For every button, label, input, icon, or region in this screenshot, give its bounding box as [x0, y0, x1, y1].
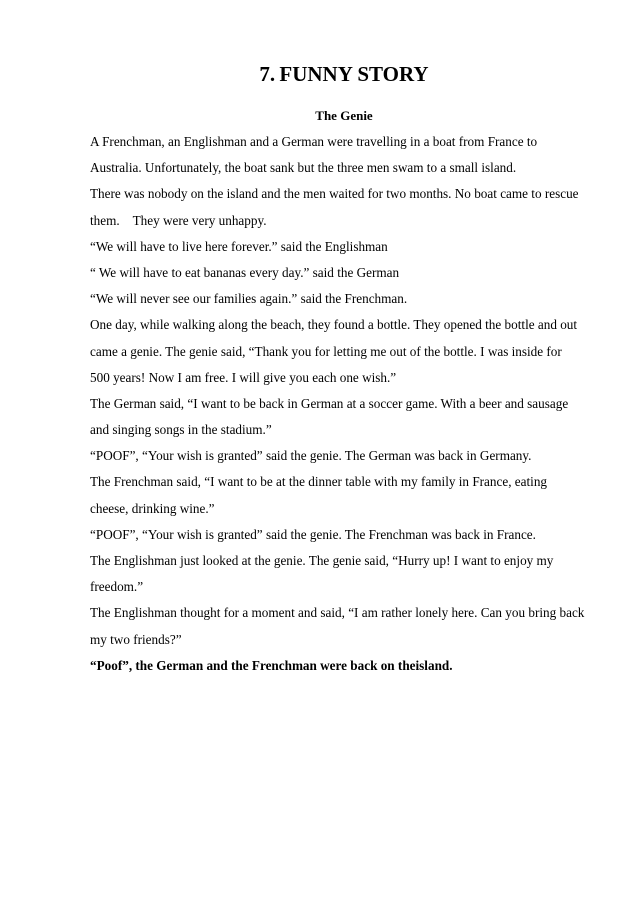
- story-line: The Englishman just looked at the genie. The genie said, “Hurry up! I want to enjoy my: [90, 553, 554, 568]
- story-line: One day, while walking along the beach, they found a bottle. They opened the bottle and out: [90, 317, 578, 333]
- story-line: Australia. Unfortunately, the boat sank but the three men swam to a small island.: [90, 160, 517, 176]
- story-subtitle: The Genie: [315, 108, 373, 123]
- story-line: “POOF”, “Your wish is granted” said the genie. The German was back in Germany.: [90, 448, 532, 464]
- story-line: A Frenchman, an Englishman and a German were travelling in a boat from France to: [90, 134, 538, 149]
- story-line: 500 years! Now I am free. I will give you each one wish.”: [90, 369, 397, 385]
- page-title: 7. FUNNY STORY: [259, 62, 429, 86]
- story-line: came a genie. The genie said, “Thank you for letting me out of the bottle. I was inside for: [90, 343, 562, 359]
- story-line: my two friends?”: [90, 631, 182, 647]
- story-line: “We will never see our families again.” said the Frenchman.: [90, 291, 408, 307]
- story-body: [90, 129, 590, 679]
- story-line: The German said, “I want to be back in German at a soccer game. With a beer and sausage: [90, 395, 569, 411]
- story-line: and singing songs in the stadium.”: [90, 422, 272, 438]
- story-final-line: “Poof”, the German and the Frenchman were back on theisland.: [90, 657, 453, 673]
- story-line: “We will have to live here forever.” said the Englishman: [90, 238, 388, 254]
- story-line: cheese, drinking wine.”: [90, 500, 215, 516]
- story-line: The Englishman thought for a moment and said, “I am rather lonely here. Can you bring back: [90, 605, 585, 621]
- story-line: “ We will have to eat bananas every day.” said the German: [90, 264, 400, 280]
- story-line: The Frenchman said, “I want to be at the dinner table with my family in France, eating: [90, 474, 548, 490]
- story-line: “POOF”, “Your wish is granted” said the genie. The Frenchman was back in France.: [90, 526, 536, 542]
- story-line: There was nobody on the island and the men waited for two months. No boat came to rescue: [90, 186, 579, 202]
- story-line: them. They were very unhappy.: [90, 212, 267, 228]
- story-line: freedom.”: [90, 579, 144, 595]
